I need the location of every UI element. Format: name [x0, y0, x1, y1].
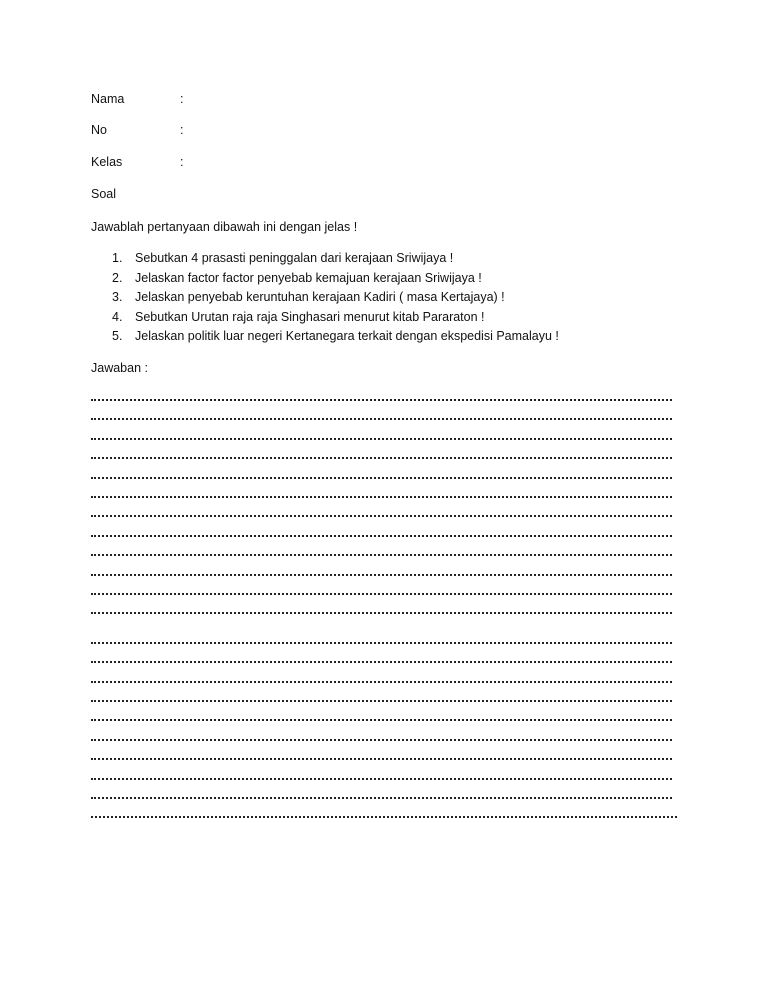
question-number: 3. [112, 290, 123, 304]
answer-line[interactable] [91, 642, 672, 644]
section-title: Soal [91, 187, 117, 201]
answer-line[interactable] [91, 438, 672, 440]
question-text: Jelaskan factor factor penyebab kemajuan kerajaan Sriwijaya ! [135, 270, 482, 285]
field-label: Nama [91, 92, 125, 106]
answer-line[interactable] [91, 515, 672, 517]
answer-line[interactable] [91, 418, 672, 420]
question-number: 4. [112, 309, 123, 324]
answer-line[interactable] [91, 719, 672, 721]
field-label: No [91, 123, 107, 137]
answer-line[interactable] [91, 477, 672, 479]
answer-line[interactable] [91, 535, 672, 537]
answer-line[interactable] [91, 554, 672, 556]
answer-line[interactable] [91, 574, 672, 576]
question-number: 1. [112, 251, 123, 265]
answer-line[interactable] [91, 681, 672, 683]
field-colon: : [180, 155, 184, 169]
answer-line[interactable] [91, 797, 672, 799]
answer-line[interactable] [91, 457, 672, 459]
question-text: Sebutkan Urutan raja raja Singhasari menurut kitab Pararaton ! [135, 309, 485, 324]
answer-line[interactable] [91, 816, 677, 818]
question-text: Sebutkan 4 prasasti peninggalan dari kerajaan Sriwijaya ! [135, 251, 454, 265]
question-number: 2. [112, 270, 123, 285]
answer-line[interactable] [91, 739, 672, 741]
instruction-text: Jawablah pertanyaan dibawah ini dengan jelas ! [91, 220, 358, 234]
answer-line[interactable] [91, 778, 672, 780]
field-label: Kelas [91, 155, 123, 169]
field-colon: : [180, 92, 184, 106]
question-number: 5. [112, 329, 123, 343]
field-colon: : [180, 123, 184, 137]
answer-line[interactable] [91, 593, 672, 595]
answer-line[interactable] [91, 399, 672, 401]
answer-label: Jawaban : [91, 361, 148, 375]
answer-line[interactable] [91, 612, 672, 614]
question-text: Jelaskan penyebab keruntuhan kerajaan Kadiri ( masa Kertajaya) ! [135, 290, 505, 304]
answer-line[interactable] [91, 496, 672, 498]
answer-line[interactable] [91, 661, 672, 663]
question-text: Jelaskan politik luar negeri Kertanegara terkait dengan ekspedisi Pamalayu ! [135, 329, 559, 343]
answer-line[interactable] [91, 700, 672, 702]
answer-line[interactable] [91, 758, 672, 760]
